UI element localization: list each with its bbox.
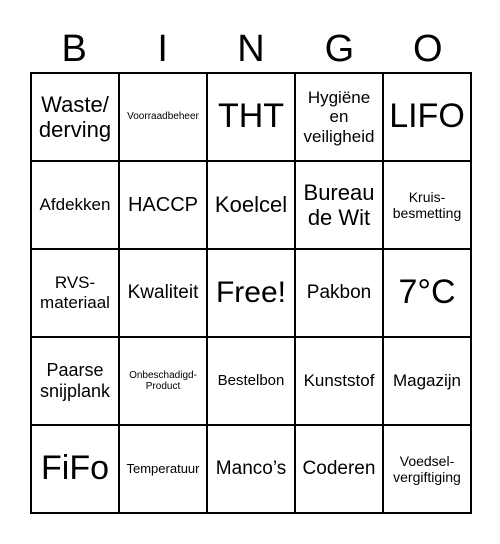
bingo-cell-label: Manco’s (215, 458, 287, 480)
bingo-cell-label: Pakbon (306, 282, 372, 304)
bingo-cell[interactable] (295, 161, 383, 249)
bingo-cell[interactable] (295, 249, 383, 337)
bingo-cell-label: Coderen (302, 458, 376, 480)
bingo-cell[interactable] (207, 161, 295, 249)
bingo-cell-label: Magazijn (392, 371, 462, 391)
bingo-cell-label: Bestelbon (217, 372, 285, 390)
bingo-cell[interactable] (383, 73, 471, 161)
header-letter-g: G (324, 28, 355, 70)
bingo-cell[interactable] (383, 161, 471, 249)
bingo-cell-label: Onbeschadigd- Product (129, 369, 197, 392)
bingo-cell[interactable] (119, 73, 207, 161)
bingo-cell-label: Bureau de Wit (303, 179, 375, 230)
bingo-cell-label: Paarse snijplank (39, 360, 111, 401)
bingo-cell[interactable] (383, 425, 471, 513)
bingo-cell-label: Hygiëne en veiligheid (303, 87, 375, 146)
bingo-cell[interactable] (119, 337, 207, 425)
header-letter-b: B (61, 28, 87, 70)
bingo-cell-label: LIFO (389, 97, 465, 136)
bingo-cell[interactable] (295, 73, 383, 161)
bingo-cell-label: RVS- materiaal (40, 273, 110, 312)
bingo-cell[interactable] (119, 161, 207, 249)
bingo-cell[interactable] (383, 337, 471, 425)
bingo-cell[interactable] (119, 425, 207, 513)
bingo-cell-label: Waste/ derving (38, 91, 112, 142)
bingo-cell-label: Voorraadbeheer (127, 111, 199, 123)
bingo-cell[interactable] (207, 249, 295, 337)
bingo-cell-label: Kruis- besmetting (392, 188, 462, 221)
bingo-cell-label: Free! (215, 275, 287, 309)
bingo-cell[interactable] (31, 249, 119, 337)
bingo-cell[interactable] (31, 161, 119, 249)
bingo-cell-label: THT (217, 97, 285, 136)
bingo-cell-label: 7°C (398, 273, 456, 312)
bingo-cell[interactable] (31, 337, 119, 425)
bingo-cell[interactable] (119, 249, 207, 337)
header-letter-n: N (237, 28, 265, 70)
bingo-cell-label: FiFo (41, 449, 109, 488)
bingo-cell[interactable] (383, 249, 471, 337)
bingo-cell[interactable] (31, 73, 119, 161)
bingo-cell[interactable] (295, 337, 383, 425)
bingo-cell-label: Afdekken (39, 195, 111, 215)
bingo-grid (30, 72, 472, 514)
bingo-cell-label: HACCP (127, 193, 198, 216)
bingo-cell-label: Koelcel (214, 192, 288, 218)
bingo-cell[interactable] (207, 337, 295, 425)
bingo-cell-label: Kunststof (303, 371, 375, 391)
header-letter-i: I (157, 28, 168, 70)
bingo-header (30, 26, 472, 72)
header-letter-o: O (413, 28, 443, 70)
bingo-cell[interactable] (295, 425, 383, 513)
bingo-cell[interactable] (207, 425, 295, 513)
bingo-cell-label: Voedsel- vergiftiging (393, 452, 461, 485)
bingo-cell-label: Kwaliteit (127, 282, 199, 304)
bingo-cell-label: Temperatuur (126, 460, 200, 476)
bingo-cell[interactable] (207, 73, 295, 161)
bingo-cell[interactable] (31, 425, 119, 513)
